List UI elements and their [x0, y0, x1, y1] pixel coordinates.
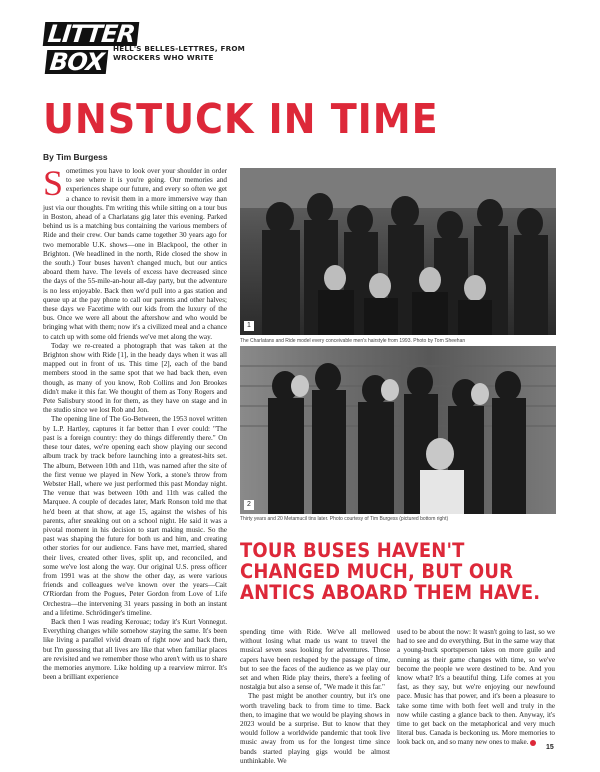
logo-word-litter: LITTER [43, 22, 140, 46]
photo-band-2023 [240, 346, 556, 514]
pull-quote: TOUR BUSES HAVEN'T CHANGED MUCH, BUT OUR ANTICS ABOARD THEM HAVE. [240, 539, 541, 604]
drop-cap: S [43, 163, 64, 203]
paragraph-text: used to be about the now: It wasn't going to last, so we had to see and do everything. But in the same way that a young-buck sportsperson takes on more guile and cunning as their game changes with time, so we've become the people we were destined to be. And you know what? It's a beautiful thing. Life comes at you fast, as they say, but we're enjoying our newfound pace. Music has that power, and it's been a pleasure to take some time with both feet well and truly in the now while casting a glance back to then. Anyway, it's time to get back on the metaphorical and very much literal bus. Canada is beckoning us. More memories to look back on, and so many new ones to make. [397, 628, 555, 747]
paragraph-text: ometimes you have to look over your shoulder in order to see where it is you're going. Our memories and experiences shape our future, and every so often we get a chance to revisit them in a more immersive way than just via our thoughts. I'm writing this while sitting on a tour bus in Boston, ahead of a Charlatans gig later this evening. Parked behind us is a matching bus containing the various members of Ride and their crew. Our bands came together 30 years ago for two memorable U.K. shows—one in Blackpool, the other in Brighton. (We headlined in the north, Ride closed the show in the south.) Tour buses haven't changed much, but our antics aboard them have. The levels of excess have decreased since the days of the 55-mile-an-hour all-day party, but the adventure is no less enjoyable. Back then we'd pull into a gas station and queue up at the pay phone to call our parents and other halves; these days we Facetime with our kids from the luxury of the bus. Once we were all about the aftershow and who would be bringing what with them; now it's a civilized meal and a chance to catch up with some old friends we've met along the way. [43, 167, 227, 341]
paragraph [397, 628, 555, 748]
photo-number-badge: 2 [244, 500, 254, 510]
logo-word-box: BOX [45, 50, 109, 74]
photo-2-caption: Thirty years and 20 Metamucil tins later. Photo courtesy of Tim Burgess (pictured bottom right) [240, 516, 449, 522]
paragraph: spending time with Ride. We've all mellowed without losing what made us want to travel the musical seven seas looking for adventures. Those capers have been reshaped by the passage of time, but to see the faces of the audience as we play our set and when Ride play theirs, there's a feeling of nostalgia but also a sense of, "We made it this far." [240, 628, 390, 692]
article-title: UNSTUCK IN TIME [43, 95, 439, 143]
article-byline: By Tim Burgess [43, 152, 108, 162]
paragraph: Back then I was reading Kerouac; today it's Kurt Vonnegut. Everything changes while somehow staying the same. It's been like living a parallel vivid dream of right now and back then, but I'm guessing that all lives are like that when familiar places are revisited and we remember those who aren't with us to share the memories anymore. Like holding up a rearview mirror. It's been a brilliant experience [43, 617, 227, 682]
article-column-1 [43, 163, 227, 747]
photo-2-illustration [240, 346, 556, 514]
section-tagline: HELL'S BELLES-LETTRES, FROM WROCKERS WHO WRITE [113, 44, 246, 62]
end-of-article-icon [530, 740, 536, 746]
photo-band-1993 [240, 168, 556, 335]
paragraph: The opening line of The Go-Between, the 1953 novel written by L.P. Hartley, captures it far better than I ever could: "The past is a foreign country: they do things differently there." On these tour dates, we're opening each show playing our second album track by track before launching into a greatest-hits set. The album, Between 10th and 11th, was named after the site of the first venue we played in New York, a stone's throw from Webster Hall, where we just performed this past Monday night. The venue that was between 10th and 11th was called the Marquee. A couple of decades later, Mark Ronson told me that he'd been at that show, at age 15, against the wishes of his parents, after sneaking out on a school night. He said it was a pivotal moment in his decision to start making music. So the past was shaping the future for both us and him, and creating other stories for our audience. Fans have met, married, shared their lives, created other lives, split up, and reconciled, and some we've lost along the way. Our original U.S. press officer from 1991 was at the show the other day, as were various friends and colleagues we've known over the years—Cait O'Riordan from the Pogues, Peter Gordon from Love of Life Orchestra—the intervening 31 years passing in both an instant and a lifetime. Schrödinger's timeline. [43, 415, 227, 617]
article-column-3 [397, 628, 555, 748]
paragraph: The past might be another country, but it's one worth traveling back to from time to time. Back then, to imagine that we would be playing shows in 2023 would be a surprise. But to know that they would follow a worldwide pandemic that took live music away from us for the longest time since bands started playing gigs would be almost unthinkable. We [240, 692, 390, 765]
article-column-2 [240, 628, 390, 765]
paragraph [43, 163, 227, 342]
paragraph: Today we re-created a photograph that was taken at the Brighton show with Ride [1], in the heady days when it was all mapped out in front of us. This time [2], each of the band members stood in the same spot that we had back then, even though, as many of you know, Rob Collins and Jon Brookes didn't make it this far. We thought of them as Tony Rogers and Pete Salisbury stood in for them, as they have on stage and in the studio since we lost Rob and Jon. [43, 341, 227, 415]
photo-number-badge: 1 [244, 321, 254, 331]
photo-1-caption: The Charlatans and Ride model every conceivable men's hairstyle from 1993. Photo by Tom Sheehan [240, 338, 466, 344]
photo-1-illustration [240, 168, 556, 335]
page-number: 15 [546, 744, 554, 751]
